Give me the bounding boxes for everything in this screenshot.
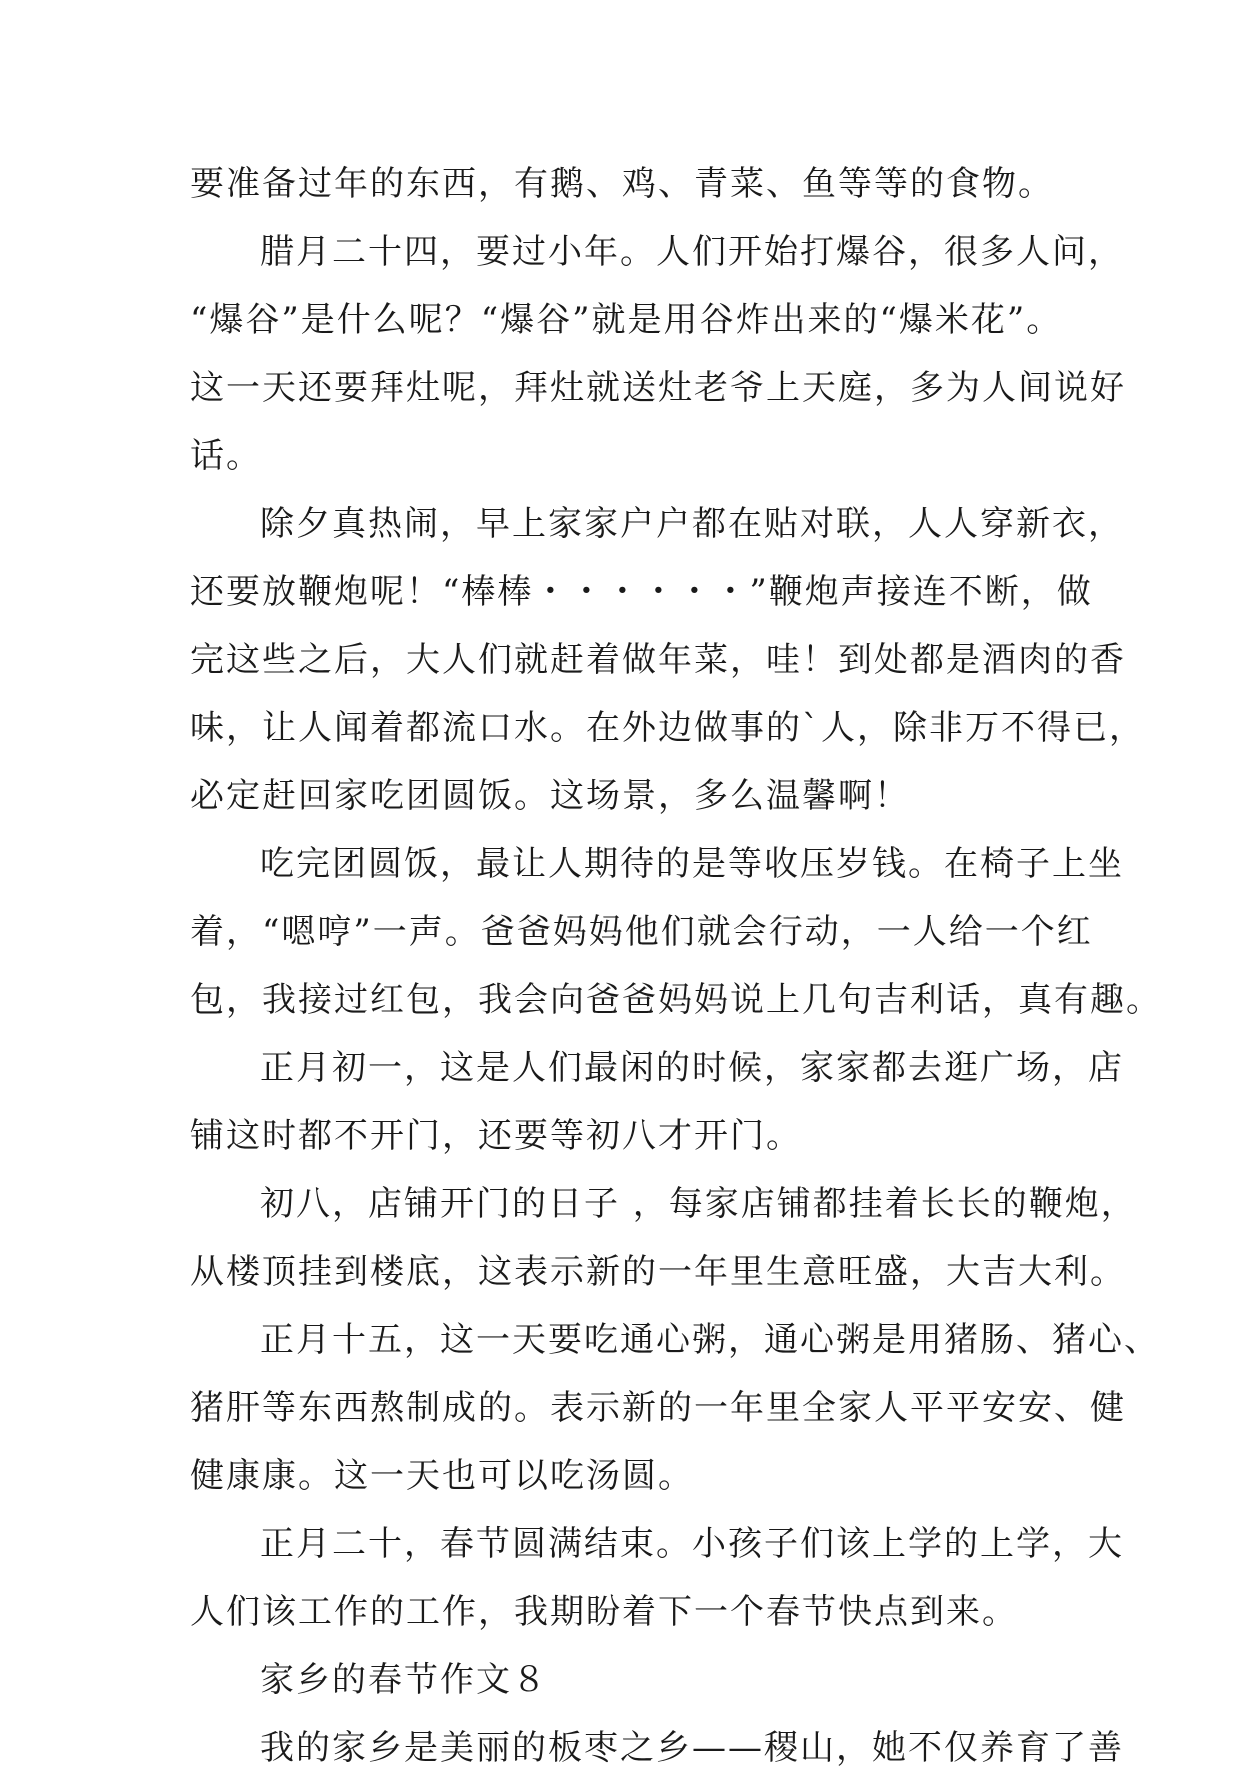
- article-body: [190, 150, 1162, 1782]
- text-line: 这一天还要拜灶呢，拜灶就送灶老爷上天庭，多为人间说好: [190, 368, 1126, 408]
- text-line: “爆谷”是什么呢？“爆谷”就是用谷炸出来的“爆米花”。: [190, 300, 1063, 340]
- text-line: 正月初一，这是人们最闲的时候，家家都去逛广场，店: [260, 1048, 1124, 1088]
- section-heading: 家乡的春节作文８: [260, 1660, 548, 1700]
- text-line: 猪肝等东西熬制成的。表示新的一年里全家人平平安安、健: [190, 1388, 1126, 1428]
- text-line: 腊月二十四，要过小年。人们开始打爆谷，很多人问，: [260, 232, 1124, 272]
- text-line: 正月二十，春节圆满结束。小孩子们该上学的上学，大: [260, 1524, 1124, 1564]
- text-line: 完这些之后，大人们就赶着做年菜，哇！到处都是酒肉的香: [190, 640, 1126, 680]
- text-line: 健康康。这一天也可以吃汤圆。: [190, 1456, 694, 1496]
- text-line: 从楼顶挂到楼底，这表示新的一年里生意旺盛，大吉大利。: [190, 1252, 1126, 1292]
- text-line: 要准备过年的东西，有鹅、鸡、青菜、鱼等等的食物。: [190, 164, 1054, 204]
- text-line: 话。: [190, 436, 262, 476]
- text-line: 我的家乡是美丽的板枣之乡——稷山，她不仅养育了善: [260, 1728, 1124, 1768]
- text-line: 铺这时都不开门，还要等初八才开门。: [190, 1116, 802, 1156]
- text-line: 还要放鞭炮呢！“棒棒・・・・・・”鞭炮声接连不断，做: [190, 572, 1093, 612]
- text-line: 必定赶回家吃团圆饭。这场景，多么温馨啊！: [190, 776, 910, 816]
- text-line: 包，我接过红包，我会向爸爸妈妈说上几句吉利话，真有趣。: [190, 980, 1162, 1020]
- text-line: 味，让人闻着都流口水。在外边做事的`人，除非万不得已，: [190, 708, 1145, 748]
- text-line: 着，“嗯哼”一声。爸爸妈妈他们就会行动，一人给一个红: [190, 912, 1093, 952]
- text-line: 人们该工作的工作，我期盼着下一个春节快点到来。: [190, 1592, 1018, 1632]
- text-line: 吃完团圆饭，最让人期待的是等收压岁钱。在椅子上坐: [260, 844, 1124, 884]
- text-line: 正月十五，这一天要吃通心粥，通心粥是用猪肠、猪心、: [260, 1320, 1160, 1360]
- text-line: 初八，店铺开门的日子 ，每家店铺都挂着长长的鞭炮，: [260, 1184, 1137, 1224]
- text-line: 除夕真热闹，早上家家户户都在贴对联，人人穿新衣，: [260, 504, 1124, 544]
